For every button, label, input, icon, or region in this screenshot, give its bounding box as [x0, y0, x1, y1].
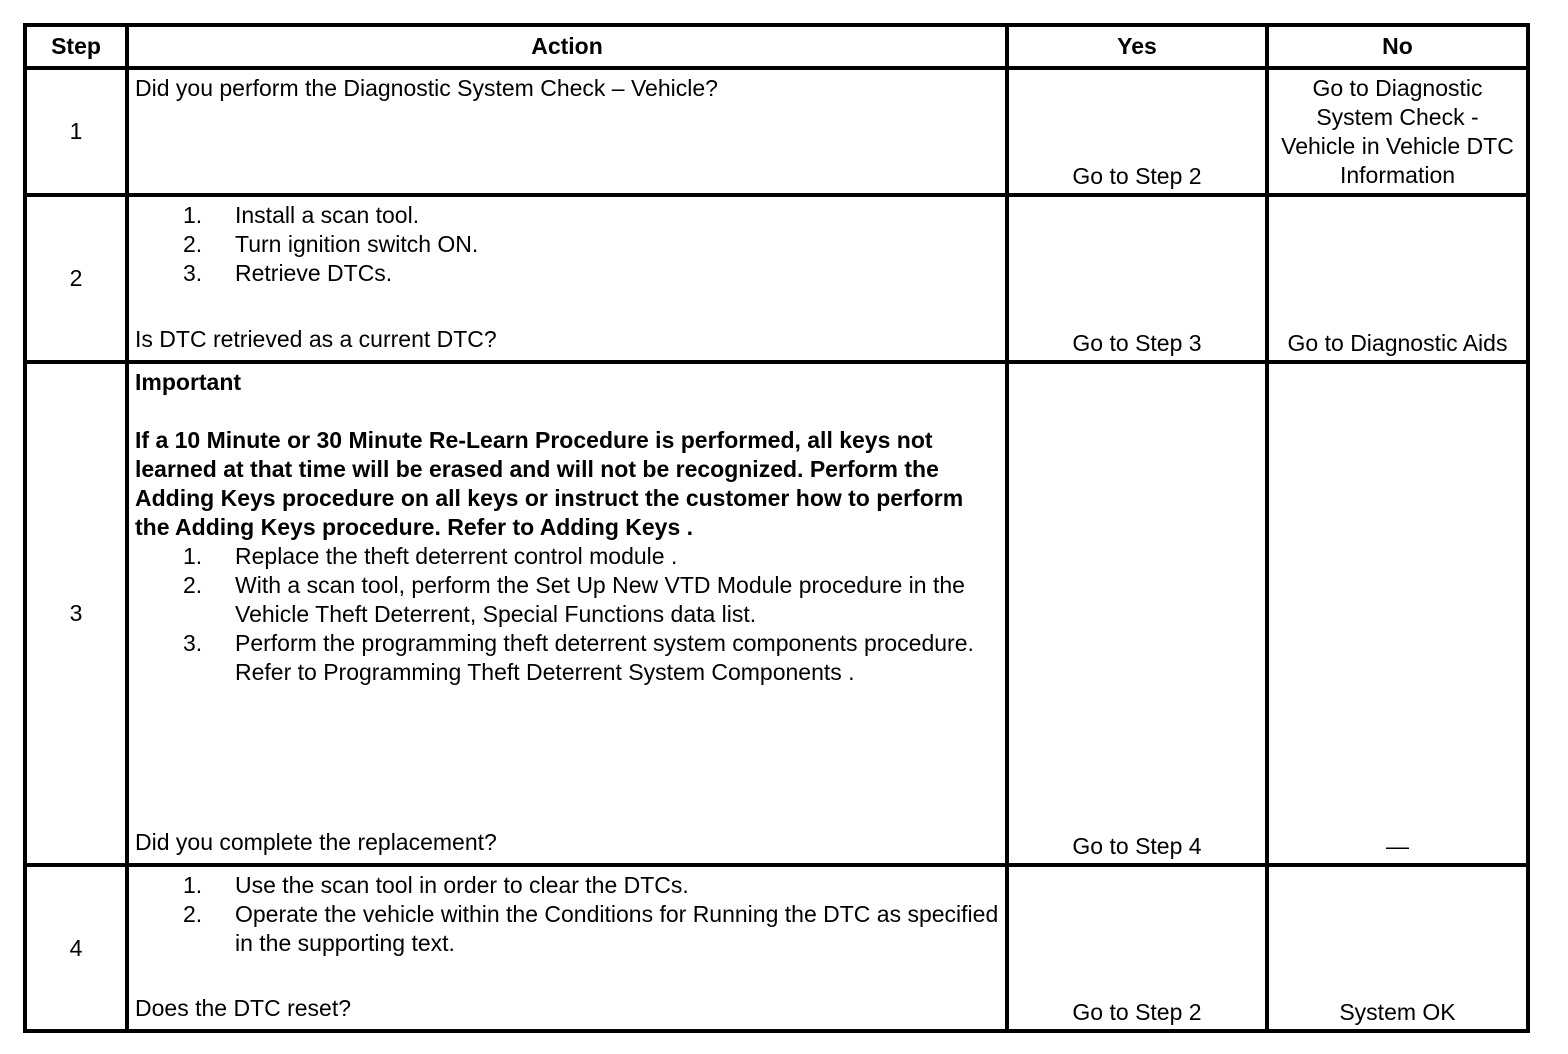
list-item-number: 1. — [183, 543, 203, 569]
header-row — [25, 25, 1528, 68]
list-item-text: Use the scan tool in order to clear the DTCs. — [235, 872, 689, 898]
action-cell — [127, 362, 1007, 865]
no-result: System OK — [1267, 865, 1528, 1031]
yes-result: Go to Step 4 — [1007, 362, 1267, 865]
no-result — [1267, 68, 1528, 195]
list-item — [135, 259, 1001, 288]
header-step: Step — [25, 25, 127, 68]
yes-result: Go to Step 2 — [1007, 68, 1267, 195]
list-item-number: 2. — [183, 572, 203, 598]
no-result: Go to Diagnostic Aids — [1267, 195, 1528, 362]
table-row — [25, 195, 1528, 362]
list-item-text: With a scan tool, perform the Set Up New VTD Module procedure in the Vehicle Theft Deterrent, Special Functions data list. — [235, 572, 965, 627]
header-action: Action — [127, 25, 1007, 68]
step-number: 2 — [25, 195, 127, 362]
yes-result: Go to Step 2 — [1007, 865, 1267, 1031]
action-list — [135, 871, 1001, 958]
list-item — [135, 871, 1001, 900]
step-number: 1 — [25, 68, 127, 195]
list-item-number: 3. — [183, 260, 203, 286]
list-item-number: 2. — [183, 231, 203, 257]
table-row — [25, 865, 1528, 1031]
table-row — [25, 68, 1528, 195]
action-question: Did you perform the Diagnostic System Check – Vehicle? — [135, 75, 718, 101]
header-yes: Yes — [1007, 25, 1267, 68]
list-item-text: Perform the programming theft deterrent system components procedure. Refer to Programming Theft Deterrent System Components . — [235, 630, 974, 685]
no-result-text: Go to Diagnostic System Check - Vehicle in Vehicle DTC Information — [1281, 75, 1514, 188]
list-item-text: Install a scan tool. — [235, 202, 420, 228]
step-number: 4 — [25, 865, 127, 1031]
list-item — [135, 230, 1001, 259]
list-item — [135, 900, 1001, 958]
action-cell — [127, 195, 1007, 362]
diagnostic-table — [23, 23, 1530, 1033]
list-item-text: Operate the vehicle within the Conditions for Running the DTC as specified in the supporting text. — [235, 901, 999, 956]
important-text: If a 10 Minute or 30 Minute Re-Learn Procedure is performed, all keys not learned at that time will be erased and will not be recognized. Perform the Adding Keys procedure on all keys or instruct the customer how to perform the Adding Keys procedure. Refer to Adding Keys . — [135, 427, 964, 540]
list-item-number: 2. — [183, 901, 203, 927]
action-cell — [127, 865, 1007, 1031]
action-question: Did you complete the replacement? — [135, 829, 497, 855]
list-item-text: Retrieve DTCs. — [235, 260, 393, 286]
list-item-number: 3. — [183, 630, 203, 656]
list-item — [135, 201, 1001, 230]
list-item-number: 1. — [183, 202, 203, 228]
important-title: Important — [135, 369, 242, 395]
list-item-text: Replace the theft deterrent control module . — [235, 543, 678, 569]
table-row — [25, 362, 1528, 865]
action-list — [135, 201, 1001, 288]
no-result: — — [1267, 362, 1528, 865]
list-item — [135, 629, 1001, 687]
yes-result: Go to Step 3 — [1007, 195, 1267, 362]
list-item — [135, 542, 1001, 571]
list-item — [135, 571, 1001, 629]
action-cell — [127, 68, 1007, 195]
action-question: Does the DTC reset? — [135, 995, 352, 1021]
step-number: 3 — [25, 362, 127, 865]
action-list — [135, 542, 1001, 687]
header-no: No — [1267, 25, 1528, 68]
list-item-number: 1. — [183, 872, 203, 898]
list-item-text: Turn ignition switch ON. — [235, 231, 479, 257]
action-question: Is DTC retrieved as a current DTC? — [135, 326, 497, 352]
